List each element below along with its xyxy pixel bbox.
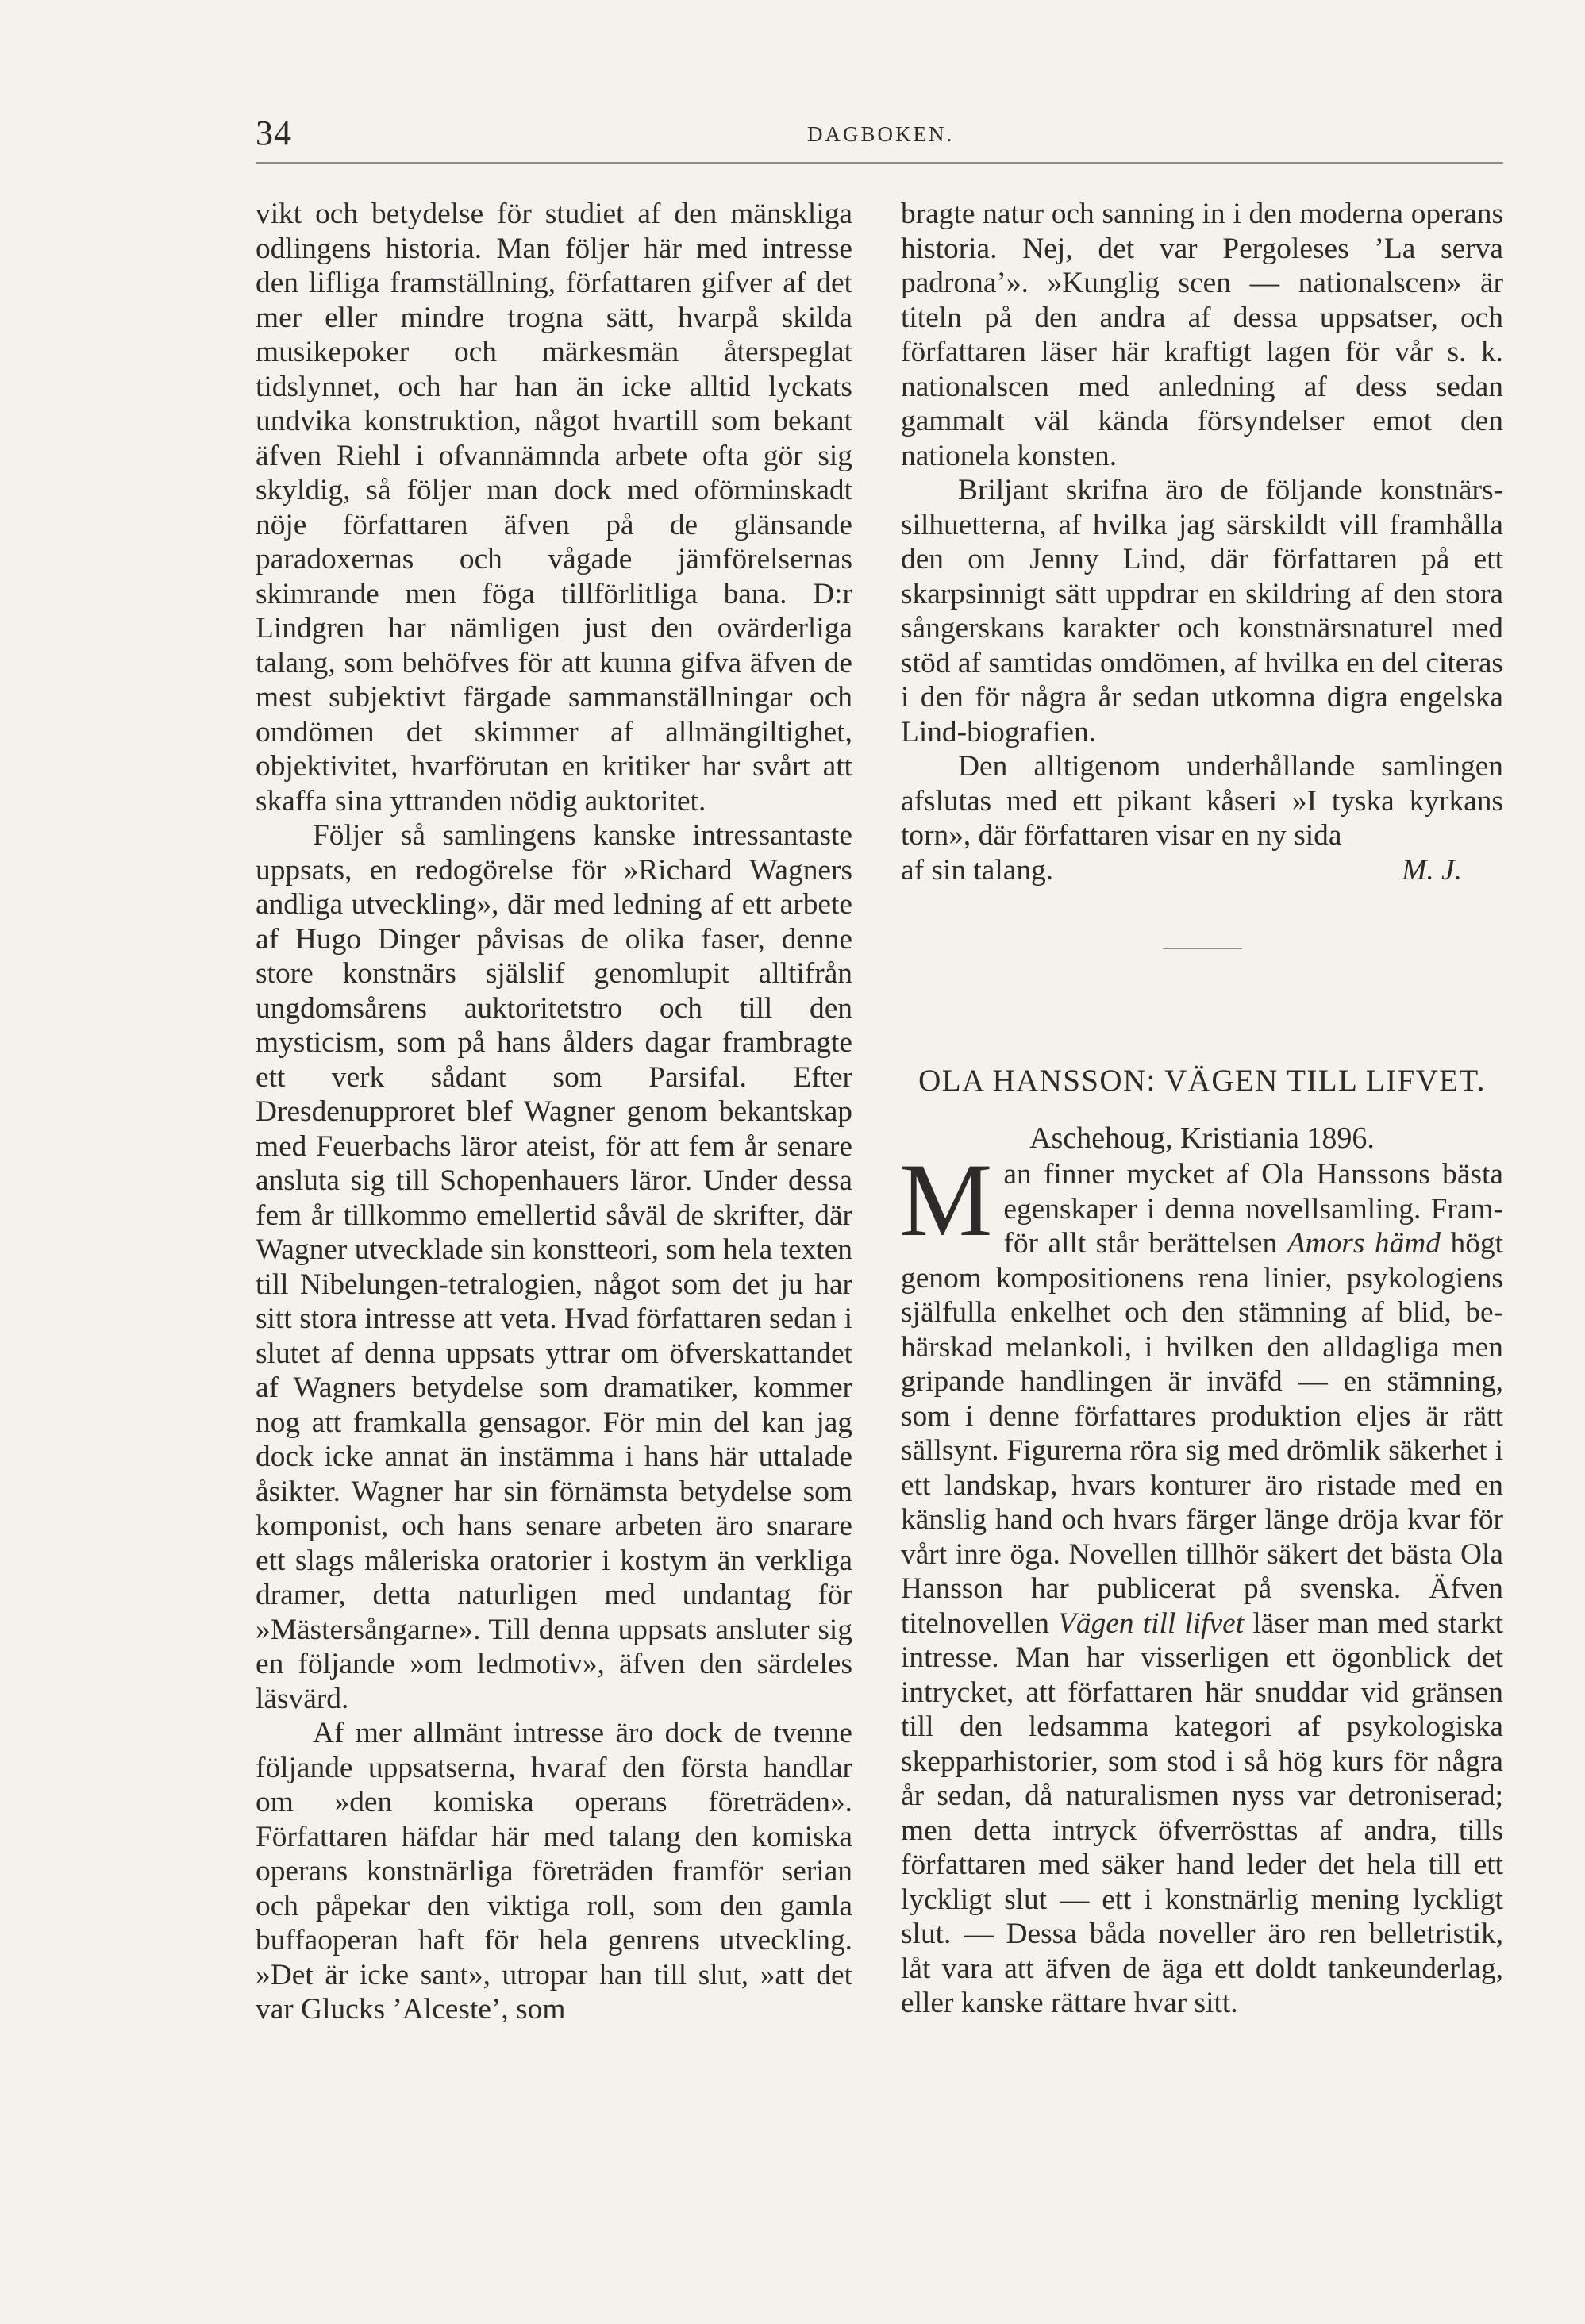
paragraph-nationalscen: bragte natur och sanning in i den moderna operans historia. Nej, det var Pergoleses ’La serva padrona’». »Kunglig scen — nationalscen» är titeln på den andra af dessa uppsatser, och författaren läser här kraftigt lagen för vår s. k. nationalscen med anledning af dess sedan gammalt väl kända försyndelser emot den nationela konsten.	[901, 198, 1503, 472]
review-title: OLA HANSSON: VÄGEN TILL LIFVET.	[918, 1064, 1486, 1098]
author-signature: M. J.	[1402, 853, 1462, 887]
paragraph-wagner: Följer så samlingens kanske intressantaste uppsats, en redogörelse för »Richard Wagners andliga utveckling», där med ledning af ett arbete af Hugo Dinger påvisas de olika faser, denne store konstnärs själslif genomlupit alltifrån ungdomsårens auktoritetstro och till den mysticism, som på hans ålders dagar frambragte ett verk sådant som Parsifal. Efter Dresdenupproret blef Wagner genom bekantskap med Feuerbachs läror ateist, för att fem år senare ansluta sig till Schopenhauers läror. Under dessa fem år tillkommo emellertid såväl de skrifter, där Wagner utvecklade sin konstteori, som hela texten till Nibelungen-tetralogien, något som det ju har sitt stora intresse att veta. Hvad författaren sedan i slutet af denna uppsats yttrar om öfverskattandet af Wagners betydelse som dramatiker, kommer nog att framkalla gensagor. För min del kan jag dock icke annat än instämma i hans här uttalade åsikter. Wagner har sin förnämsta betydelse som komponist, och hans senare arbeten äro snarare ett slags måleriska oratorier i kostym än verkliga dramer, detta naturligen med undantag för »Mästersångarne». Till denna uppsats ansluter sig en följande »om ledmotiv», äfven den särdeles läsvärd.	[256, 819, 852, 1715]
right-column	[901, 197, 1503, 2021]
review-text-b: högt genom kompositionens rena linier, psykologiens själfulla enkelhet och den stämning af blid, behärskad melankoli, i hvilken den alldagliga men gripande handlingen är inväfd — en stämning, som i denne författares produktion eljes är rätt sällsynt. Figurerna röra sig med drömlik säkerhet i ett landskap, hvars konturer äro ristade med en känslig hand och hvars färger länge dröja kvar för vårt inre öga. Novellen tillhör säkert det bästa Ola Hansson har publicerat på svenska. Äfven titelnovellen	[901, 1227, 1503, 1640]
drop-cap: M	[899, 1141, 993, 1258]
paragraph-closing: Den alltigenom underhållande samlingen afslutas med ett pikant kåseri »I tyska kyrkans torn», där författaren visar en ny sida	[901, 750, 1503, 852]
story-title-vagen-till-lifvet: Vägen till lifvet	[1058, 1606, 1245, 1640]
section-divider	[1163, 948, 1242, 949]
header-rule	[256, 162, 1503, 164]
paragraph-comic-opera: Af mer allmänt intresse äro dock de tvenne följande uppsatserna, hvaraf den första handlar om »den komiska operans företräden». Författaren häfdar här med talang den komiska operans konstnärliga företräden framför serian och påpekar den viktiga roll, som den gamla buffaoperan haft för hela genrens utveckling. »Det är icke sant», utropar han till slut, »att det var Glucks ’Alceste’, som	[256, 1717, 852, 2026]
review-text-c: läser man med starkt intresse. Man har visserligen ett ögonblick det intrycket, att författaren här snuddar vid gränsen till den ledsamma kategori af psykologiska skepparhistorier, som stod i så hög kurs för några år sedan, då naturalismen nyss var detroniserad; men detta intryck öfverrösttas af andra, tills författaren med säker hand leder det hela till ett lyckligt slut — ett i konstnärlig mening lyckligt slut. — Dessa båda noveller äro ren belletristik, låt vara att äfven de äga ett doldt tankeunderlag, eller kanske rättare hvar sitt.	[901, 1606, 1504, 2019]
review-publisher: Aschehoug, Kristiania 1896.	[1029, 1122, 1375, 1155]
left-column	[256, 197, 852, 2027]
running-head: DAGBOKEN.	[807, 122, 955, 146]
story-title-amors-hamd: Amors hämd	[1287, 1227, 1441, 1260]
page-number: 34	[256, 114, 292, 152]
closing-line: af sin talang.	[901, 853, 1054, 887]
paragraph-silhouettes: Briljant skrifna äro de följande konstnärssilhuetterna, af hvilka jag särskildt vill framhålla den om Jenny Lind, där författaren på ett skarpsinnigt sätt uppdrar en skildring af den stora sångerskans karakter och konstnärsnaturel med stöd af samtidas omdömen, af hvilka en del citeras i den för några år sedan utkomna digra engelska Lind-biografien.	[901, 474, 1503, 748]
review-text-a: an finner mycket af Ola Hanssons bästa egenskaper i denna novellsamling. Framför allt står berättelsen	[1003, 1158, 1503, 1260]
review-paragraph	[899, 1141, 1504, 2021]
paragraph-lindgren-intro: vikt och betydelse för studiet af den mänskliga odlingens historia. Man följer här med intresse den lifliga framställning, författaren gifver af det mer eller mindre trogna sätt, hvarpå skilda musikepoker och märkesmän återspeglat tidslynnet, och har han än icke alltid lyckats undvika konstruktion, något hvartill som bekant äfven Riehl i ofvannämnda arbete ofta gör sig skyldig, så följer man dock med oförminskadt nöje författaren äfven på de glänsande paradoxernas och vågade jämförelsernas skimrande men föga tillförlitliga bana. D:r Lindgren har nämligen just den ovärderliga talang, som behöfves för att kunna gifva äfven de mest subjektivt färgade sammanställningar och omdömen det skimmer af allmängiltighet, objektivitet, hvarförutan en kritiker har svårt att skaffa sina yttranden nödig auktoritet.	[256, 198, 852, 818]
signature-row	[901, 853, 1503, 888]
